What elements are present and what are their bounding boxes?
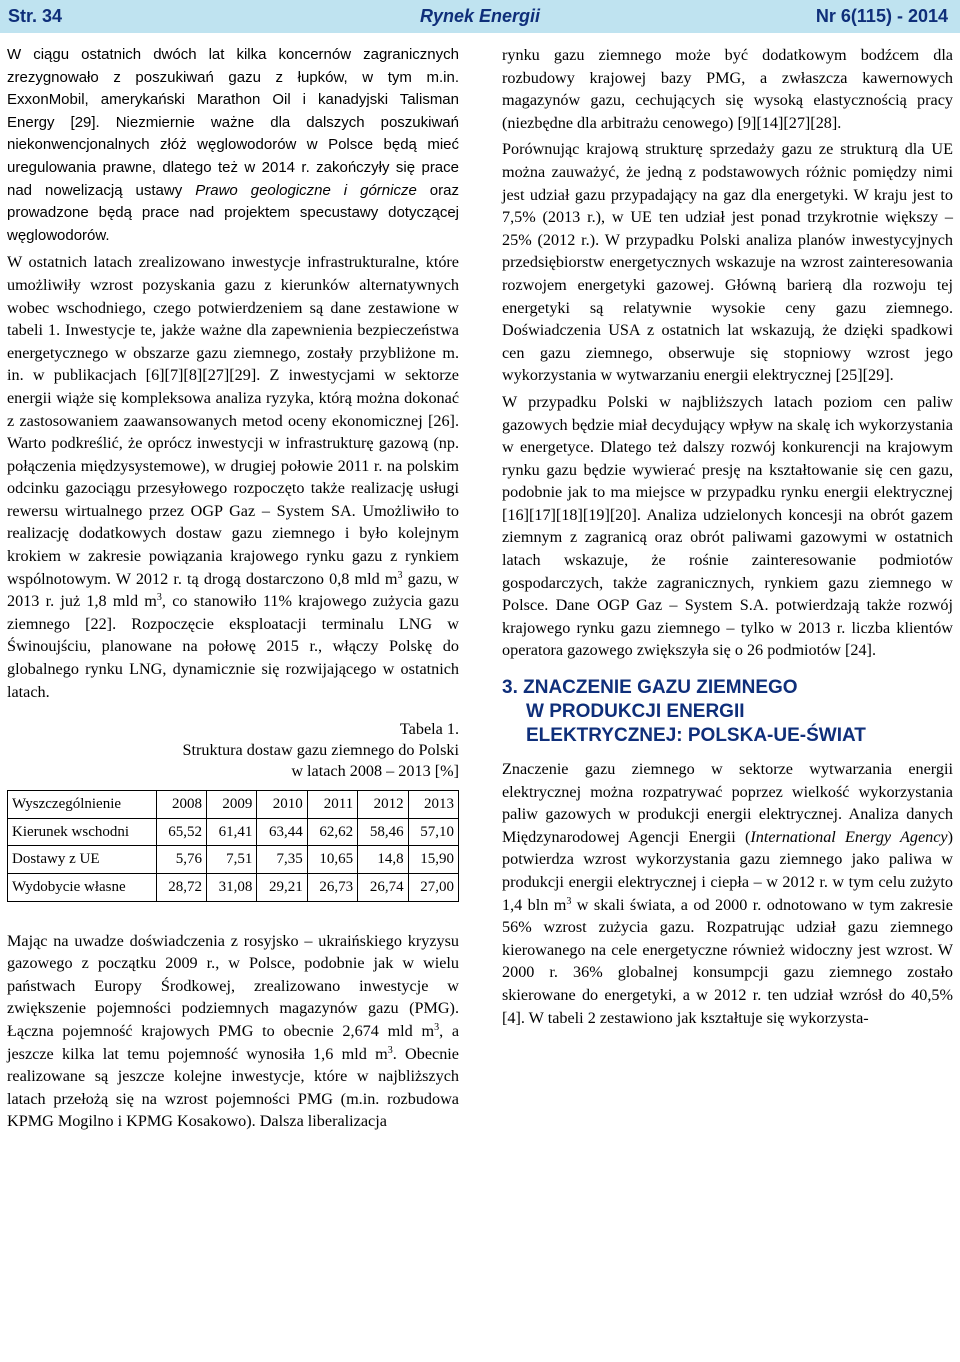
right-column xyxy=(502,44,953,1033)
table-label: Tabela 1. xyxy=(399,720,459,739)
paragraph: rynku gazu ziemnego może być dodatkowym bodźcem dla rozbudowy krajowej bazy PMG, a zwłaszcza kawernowych magazynów gazu, cechujących się wysoką elastycznością pracy (niezbędne dla arbitrażu cenowego) [9][14][27][28]. xyxy=(502,46,953,132)
table-row: Wyszczególnienie 2008 2009 2010 2011 2012 2013 xyxy=(8,791,459,819)
journal-title: Rynek Energii xyxy=(419,6,541,26)
page-header xyxy=(0,0,960,33)
paragraph: Znaczenie gazu ziemnego w sektorze wytwarzania energii elektrycznej można rozpatrywać poprzez wielkość wykorzystania paliw gazowych w produkcji energii elektrycznej. Analiza danych Międzynarodowej Agencji Energii (International Energy Agency) potwierdza wzrost wykorzystania gazu ziemnego jako paliwa w produkcji energii elektrycznej i ciepła – w 2012 r. w tym celu zużyto 1,4 bln $m^3$ w skali świata, a od 2000 r. odnotowano w tym zakresie 56% wzrost zużycia gazu. Rozpatrując udział gazu ziemnego kierowanego na cele energetyczne również widoczny jest wzrost. W 2000 r. 36% globalnej konsumpcji gazu ziemnego zostało skierowane do energetyki, a w 2012 r. ten udział wzrósł do 40,5% [4]. W tabeli 2 zestawiono jak kształtuje się wykorzysta- xyxy=(502,760,953,1027)
left-column xyxy=(7,44,459,1137)
table-title: Struktura dostaw gazu ziemnego do Polski xyxy=(182,741,459,760)
section-heading: 3. ZNACZENIE GAZU ZIEMNEGO W PRODUKCJI ENERGII ELEKTRYCZNEJ: POLSKA-UE-ŚWIAT xyxy=(502,677,866,747)
paragraph: W ciągu ostatnich dwóch lat kilka koncernów zagranicznych zrezygnowało z poszukiwań gazu z łupków, w tym m.in. ExxonMobil, amerykański Marathon Oil i kanadyjski Talisman Energy [29]. Niezmiernie ważne dla dalszych poszukiwań niekonwencjonalnych złóż węglowodorów w Polsce będą mieć uregulowania prawne, dlatego też w 2014 r. zakończyły się prace nad nowelizacją ustawy Prawo geologiczne i górnicze oraz prowadzone będą prace nad projektem specustawy dotyczącej węglowodorów. xyxy=(7,46,459,244)
agency-name: International Energy Agency xyxy=(750,827,948,846)
data-table xyxy=(7,790,459,901)
paragraph: Porównując krajową strukturę sprzedaży gazu ze strukturą dla UE można zauważyć, że jedną z podstawowych różnic pomiędzy nimi jest udział gazu przypadający na gaz dla energetyki. W kraju jest to 7,5% (2013 r.), w UE ten udział jest ponad trzykrotnie większy – 25% (2012 r.). W przypadku Polski analiza planów inwestycyjnych przedsiębiorstw energetycznych wskazuje na wzrost zainteresowania rozwojem energetyki gazowej. Główną barierą dla rozwoju tej energetyki są relatywnie wysokie ceny gazu ziemnego. Doświadczenia USA z ostatnich lat wskazują, że dzięki spadkowi cen gazu ziemnego, obserwuje się stopniowy wzrost jego wykorzystania w wytwarzaniu energii elektrycznej [25][29]. xyxy=(502,140,953,385)
paragraph: W ostatnich latach zrealizowano inwestycje infrastrukturalne, które umożliwiły wzrost pozyskania gazu z kierunków alternatywnych wobec wschodniego, czego potwierdzeniem są dane zestawione w tabeli 1. Inwestycje te, jakże ważne dla zapewnienia bezpieczeństwa energetycznego w obszarze gazu ziemnego, zostały przybliżone m. in. w publikacjach [6][7][8][27][29]. Z inwestycjami w sektorze energii wiąże się kompleksowa analiza ryzyka, którą można dokonać z zastosowaniem zaawansowanych metod oceny ekonomicznej [26]. Warto podkreślić, że oprócz inwestycji w infrastrukturę gazową (np. połączenia międzysystemowe), w drugiej połowie 2011 r. na polskim odcinku gazociągu przesyłowego rozpoczęto także realizację usługi rewersu wirtualnego przez OGP Gaz – System SA. Umożliwiło to realizację dodatkowych dostaw gazu ziemnego i było kolejnym krokiem w zakresie powiązania krajowego rynku gazu z rynkiem wspólnotowym. W 2012 r. tą drogą dostarczono 0,8 mld $m^3$ gazu, w 2013 r. już 1,8 mld $m^3$, co stanowiło 11% krajowego zużycia gazu ziemnego [22]. Rozpoczęcie eksploatacji terminalu LNG w Świnoujściu, planowane na połowę 2015 r., włączy Polskę do globalnego rynku LNG, dynamicznie się rozwijającego w ostatnich latach. xyxy=(7,253,459,701)
paragraph: W przypadku Polski w najbliższych latach poziom cen paliw gazowych będzie miał decydujący wpływ na skalę ich wykorzystania w energetyce. Dlatego też dalszy rozwój konkurencji na krajowym rynku gazu będzie wywierać presję na kształtowanie się cen gazu, podobnie jak to ma miejsce w przypadku rynku energii elektrycznej [16][17][18][19][20]. Analiza udzielonych koncesji na obrót gazem ziemnym z zagranicą oraz obrót paliwami gazowymi w ostatnich latach wskazuje, że rośnie zainteresowanie podmiotów gospodarczych, także zagranicznych, rynkiem gazu ziemnego w Polsce. Dane OGP Gaz – System S.A. potwierdzają także rozwój krajowego rynku gazu ziemnego – tylko w 2013 r. liczba klientów operatora gazowego zwiększyła się o 26 podmiotów [24]. xyxy=(502,392,953,660)
table-subtitle: w latach 2008 – 2013 [%] xyxy=(291,762,459,781)
table-row: Kierunek wschodni 65,52 61,41 63,44 62,62 58,46 57,10 xyxy=(8,818,459,846)
table-row: Wydobycie własne 28,72 31,08 29,21 26,73 26,74 27,00 xyxy=(8,874,459,902)
table-caption xyxy=(7,719,459,782)
paragraph: Mając na uwadze doświadczenia z rosyjsko – ukraińskiego kryzysu gazowego z początku 2009 r., w Polsce, podobnie jak w wielu państwach Europy Środkowej, zrealizowano inwestycje w zwiększenie pojemności podziemnych magazynów gazu (PMG). Łączna pojemność krajowych PMG to obecnie 2,674 mld $m^3$, a jeszcze kilka lat temu pojemność wynosiła 1,6 mld $m^3$. Obecnie realizowane są jeszcze kolejne inwestycje, które w najbliższych latach przełożą się na wzrost pojemności PMG (m.in. rozbudowa KPMG Mogilno i KPMG Kosakowo). Dalsza liberalizacja xyxy=(7,931,460,1131)
table-row: Dostawy z UE 5,76 7,51 7,35 10,65 14,8 15,90 xyxy=(8,846,459,874)
page-number: Str. 34 xyxy=(8,6,63,26)
issue-number: Nr 6(115) - 2014 xyxy=(815,6,948,26)
law-title: Prawo geologiczne i górnicze xyxy=(195,181,417,199)
